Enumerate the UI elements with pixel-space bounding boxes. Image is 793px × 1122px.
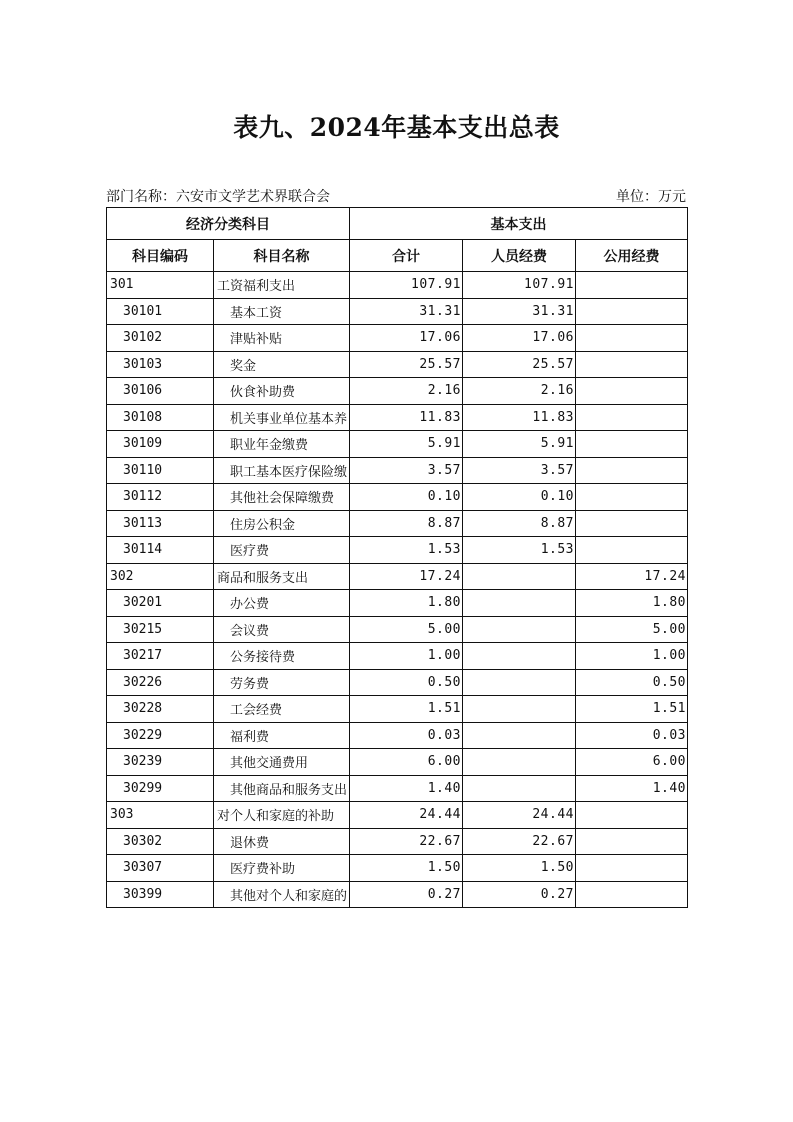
cell-total: 31.31 bbox=[350, 298, 463, 325]
cell-personnel-funds: 11.83 bbox=[463, 404, 576, 431]
cell-subject-name: 机关事业单位基本养 bbox=[214, 404, 350, 431]
cell-total: 2.16 bbox=[350, 378, 463, 405]
cell-total: 1.00 bbox=[350, 643, 463, 670]
cell-subject-code: 30226 bbox=[107, 669, 214, 696]
cell-personnel-funds bbox=[463, 722, 576, 749]
cell-personnel-funds: 8.87 bbox=[463, 510, 576, 537]
cell-public-funds bbox=[576, 404, 688, 431]
cell-subject-name: 伙食补助费 bbox=[214, 378, 350, 405]
cell-public-funds: 5.00 bbox=[576, 616, 688, 643]
cell-subject-name: 其他对个人和家庭的 bbox=[214, 881, 350, 908]
cell-subject-code: 30399 bbox=[107, 881, 214, 908]
cell-subject-code: 30201 bbox=[107, 590, 214, 617]
cell-public-funds bbox=[576, 802, 688, 829]
cell-total: 1.51 bbox=[350, 696, 463, 723]
cell-total: 0.10 bbox=[350, 484, 463, 511]
table-row bbox=[107, 855, 688, 882]
cell-subject-name: 对个人和家庭的补助 bbox=[214, 802, 350, 829]
cell-total: 1.53 bbox=[350, 537, 463, 564]
table-row bbox=[107, 775, 688, 802]
cell-personnel-funds: 2.16 bbox=[463, 378, 576, 405]
cell-total: 8.87 bbox=[350, 510, 463, 537]
table-row bbox=[107, 749, 688, 776]
cell-subject-name: 其他交通费用 bbox=[214, 749, 350, 776]
cell-subject-name: 奖金 bbox=[214, 351, 350, 378]
cell-total: 5.91 bbox=[350, 431, 463, 458]
cell-total: 11.83 bbox=[350, 404, 463, 431]
cell-total: 1.50 bbox=[350, 855, 463, 882]
cell-public-funds bbox=[576, 325, 688, 352]
cell-public-funds bbox=[576, 272, 688, 299]
cell-subject-name: 基本工资 bbox=[214, 298, 350, 325]
cell-subject-name: 医疗费 bbox=[214, 537, 350, 564]
cell-total: 107.91 bbox=[350, 272, 463, 299]
table-row bbox=[107, 325, 688, 352]
table-row bbox=[107, 298, 688, 325]
cell-public-funds bbox=[576, 484, 688, 511]
cell-personnel-funds: 1.50 bbox=[463, 855, 576, 882]
cell-public-funds bbox=[576, 457, 688, 484]
unit-label: 单位：万元 bbox=[616, 189, 686, 205]
cell-total: 5.00 bbox=[350, 616, 463, 643]
cell-subject-name: 其他社会保障缴费 bbox=[214, 484, 350, 511]
cell-subject-code: 30109 bbox=[107, 431, 214, 458]
cell-total: 24.44 bbox=[350, 802, 463, 829]
table-row bbox=[107, 669, 688, 696]
table-row bbox=[107, 563, 688, 590]
cell-personnel-funds: 17.06 bbox=[463, 325, 576, 352]
cell-subject-name: 办公费 bbox=[214, 590, 350, 617]
table-row bbox=[107, 272, 688, 299]
cell-subject-code: 30114 bbox=[107, 537, 214, 564]
department-name: 部门名称：六安市文学艺术界联合会 bbox=[106, 189, 330, 205]
table-row bbox=[107, 616, 688, 643]
cell-public-funds bbox=[576, 510, 688, 537]
table-row bbox=[107, 802, 688, 829]
table-row bbox=[107, 404, 688, 431]
cell-personnel-funds bbox=[463, 563, 576, 590]
header-total: 合计 bbox=[350, 240, 463, 272]
cell-public-funds bbox=[576, 537, 688, 564]
table-row bbox=[107, 457, 688, 484]
cell-personnel-funds: 107.91 bbox=[463, 272, 576, 299]
cell-total: 0.50 bbox=[350, 669, 463, 696]
cell-subject-code: 30229 bbox=[107, 722, 214, 749]
cell-public-funds: 0.50 bbox=[576, 669, 688, 696]
cell-public-funds: 1.51 bbox=[576, 696, 688, 723]
cell-subject-name: 津贴补贴 bbox=[214, 325, 350, 352]
cell-public-funds bbox=[576, 431, 688, 458]
cell-subject-name: 医疗费补助 bbox=[214, 855, 350, 882]
table-row bbox=[107, 881, 688, 908]
cell-public-funds bbox=[576, 351, 688, 378]
table-row bbox=[107, 510, 688, 537]
cell-subject-name: 退休费 bbox=[214, 828, 350, 855]
cell-public-funds bbox=[576, 855, 688, 882]
table-row bbox=[107, 484, 688, 511]
cell-personnel-funds: 0.27 bbox=[463, 881, 576, 908]
cell-subject-code: 30239 bbox=[107, 749, 214, 776]
cell-total: 0.27 bbox=[350, 881, 463, 908]
cell-personnel-funds bbox=[463, 696, 576, 723]
cell-subject-code: 303 bbox=[107, 802, 214, 829]
page-title: 表九、2024年基本支出总表 bbox=[233, 113, 560, 142]
header-subject-code: 科目编码 bbox=[107, 240, 214, 272]
cell-public-funds bbox=[576, 881, 688, 908]
cell-subject-name: 劳务费 bbox=[214, 669, 350, 696]
header-basic-expenditure: 基本支出 bbox=[350, 208, 688, 240]
cell-subject-name: 公务接待费 bbox=[214, 643, 350, 670]
cell-personnel-funds: 24.44 bbox=[463, 802, 576, 829]
cell-public-funds: 1.00 bbox=[576, 643, 688, 670]
cell-subject-code: 30217 bbox=[107, 643, 214, 670]
cell-personnel-funds: 31.31 bbox=[463, 298, 576, 325]
cell-subject-name: 商品和服务支出 bbox=[214, 563, 350, 590]
table-row bbox=[107, 590, 688, 617]
header-economic-category: 经济分类科目 bbox=[107, 208, 350, 240]
cell-personnel-funds: 22.67 bbox=[463, 828, 576, 855]
cell-public-funds: 17.24 bbox=[576, 563, 688, 590]
cell-subject-name: 职工基本医疗保险缴 bbox=[214, 457, 350, 484]
cell-personnel-funds: 1.53 bbox=[463, 537, 576, 564]
cell-subject-code: 30108 bbox=[107, 404, 214, 431]
cell-total: 17.06 bbox=[350, 325, 463, 352]
header-public-funds: 公用经费 bbox=[576, 240, 688, 272]
cell-subject-code: 30106 bbox=[107, 378, 214, 405]
cell-subject-code: 30302 bbox=[107, 828, 214, 855]
table-row bbox=[107, 537, 688, 564]
header-subject-name: 科目名称 bbox=[214, 240, 350, 272]
cell-public-funds bbox=[576, 828, 688, 855]
cell-personnel-funds bbox=[463, 749, 576, 776]
cell-subject-code: 30299 bbox=[107, 775, 214, 802]
cell-subject-code: 30113 bbox=[107, 510, 214, 537]
cell-subject-code: 30228 bbox=[107, 696, 214, 723]
cell-subject-name: 工资福利支出 bbox=[214, 272, 350, 299]
table-row bbox=[107, 351, 688, 378]
table-row bbox=[107, 828, 688, 855]
table-body bbox=[107, 272, 688, 908]
header-personnel-funds: 人员经费 bbox=[463, 240, 576, 272]
cell-total: 6.00 bbox=[350, 749, 463, 776]
cell-subject-code: 30307 bbox=[107, 855, 214, 882]
cell-public-funds bbox=[576, 378, 688, 405]
cell-total: 1.80 bbox=[350, 590, 463, 617]
table-row bbox=[107, 643, 688, 670]
cell-subject-code: 30101 bbox=[107, 298, 214, 325]
cell-total: 1.40 bbox=[350, 775, 463, 802]
cell-subject-name: 住房公积金 bbox=[214, 510, 350, 537]
table-row bbox=[107, 696, 688, 723]
cell-total: 17.24 bbox=[350, 563, 463, 590]
cell-subject-code: 301 bbox=[107, 272, 214, 299]
expenditure-table bbox=[106, 207, 688, 908]
cell-subject-name: 其他商品和服务支出 bbox=[214, 775, 350, 802]
cell-public-funds: 6.00 bbox=[576, 749, 688, 776]
cell-subject-code: 30215 bbox=[107, 616, 214, 643]
cell-total: 25.57 bbox=[350, 351, 463, 378]
cell-total: 3.57 bbox=[350, 457, 463, 484]
cell-personnel-funds bbox=[463, 775, 576, 802]
cell-subject-code: 302 bbox=[107, 563, 214, 590]
table-row bbox=[107, 431, 688, 458]
cell-public-funds: 1.40 bbox=[576, 775, 688, 802]
cell-personnel-funds: 5.91 bbox=[463, 431, 576, 458]
table-row bbox=[107, 378, 688, 405]
cell-public-funds: 1.80 bbox=[576, 590, 688, 617]
cell-subject-name: 工会经费 bbox=[214, 696, 350, 723]
cell-subject-code: 30112 bbox=[107, 484, 214, 511]
cell-subject-name: 会议费 bbox=[214, 616, 350, 643]
cell-total: 0.03 bbox=[350, 722, 463, 749]
cell-public-funds bbox=[576, 298, 688, 325]
cell-personnel-funds bbox=[463, 590, 576, 617]
cell-personnel-funds: 25.57 bbox=[463, 351, 576, 378]
cell-subject-code: 30103 bbox=[107, 351, 214, 378]
cell-total: 22.67 bbox=[350, 828, 463, 855]
cell-subject-name: 职业年金缴费 bbox=[214, 431, 350, 458]
cell-personnel-funds: 0.10 bbox=[463, 484, 576, 511]
cell-personnel-funds: 3.57 bbox=[463, 457, 576, 484]
cell-public-funds: 0.03 bbox=[576, 722, 688, 749]
table-row bbox=[107, 722, 688, 749]
cell-subject-name: 福利费 bbox=[214, 722, 350, 749]
cell-personnel-funds bbox=[463, 643, 576, 670]
cell-subject-code: 30102 bbox=[107, 325, 214, 352]
cell-subject-code: 30110 bbox=[107, 457, 214, 484]
cell-personnel-funds bbox=[463, 616, 576, 643]
cell-personnel-funds bbox=[463, 669, 576, 696]
